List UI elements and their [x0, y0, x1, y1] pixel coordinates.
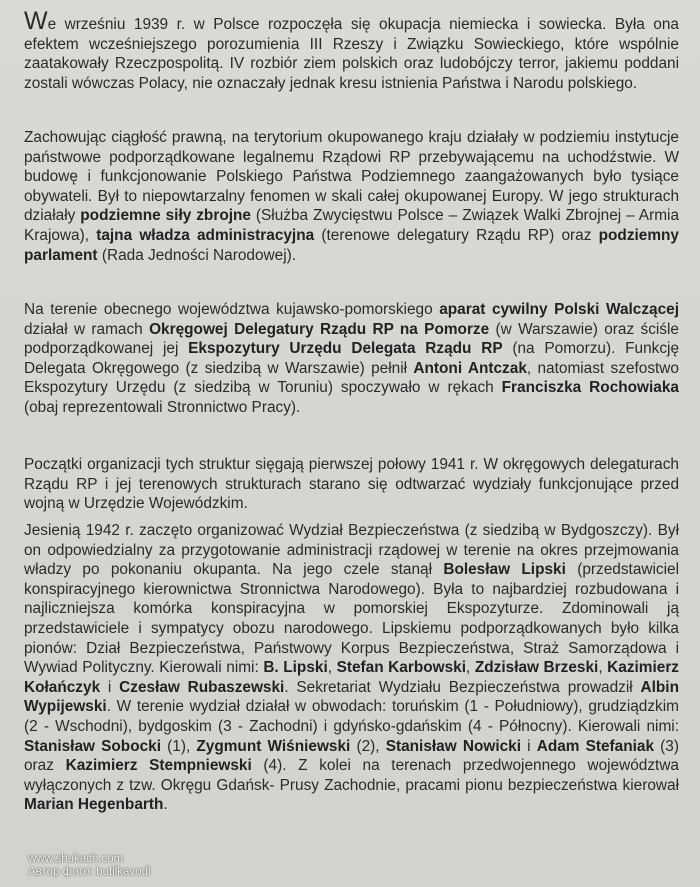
bold-run: podziemne siły zbrojne — [80, 207, 251, 225]
initial-letter: W — [24, 7, 48, 35]
watermark-site: www.shukach.com — [28, 853, 124, 865]
paragraph-occupation-1939 — [24, 7, 679, 93]
text-run: i — [521, 737, 537, 755]
bold-run: Zdzisław Brzeski — [474, 659, 599, 677]
text-run: . Sekretariat Wydziału Bezpieczeństwa prowadził — [284, 678, 641, 696]
bold-run: Zygmunt Wiśniewski — [196, 737, 351, 755]
paragraph-security-department — [24, 521, 679, 815]
text-run: (4). Z kolei na terenach przedwojennego województwa wyłączonych z tzw. Okręgu Gdańsk- Prusy Zachodnie, pracami pionu bezpieczeństwa kierował — [24, 757, 679, 794]
text-run: , — [598, 659, 608, 677]
bold-run: Albin Wypijewski — [24, 678, 679, 716]
text-run: (w Warszawie) oraz ściśle podporządkowanej jej — [24, 320, 679, 358]
bold-run: Bolesław Lipski — [443, 561, 566, 579]
bold-run: Stanisław Nowicki — [385, 737, 521, 755]
text-run: . W terenie wydział działał w obwodach: toruńskim (1 - Południowy), grudziądzkim (2 - Wschodni), bydgoskim (3 - Zachodni) i gdyńsko-gdańskim (4 - Północny). Kierowali nimi: — [24, 698, 679, 735]
text-run: , natomiast szefostwo Ekspozytury Urzędu (z siedzibą w Toruniu) spoczywało w rękach — [24, 359, 679, 397]
bold-run: B. Lipski — [263, 659, 328, 677]
paragraph-underground-state — [24, 128, 679, 265]
text-run: (1), — [161, 737, 197, 755]
bold-run: Okręgowej Delegatury Rządu RP na Pomorze — [149, 320, 490, 338]
text-run: (Rada Jedności Narodowej). — [97, 246, 297, 264]
bold-run: Kazimierz Stempniewski — [65, 757, 252, 775]
bold-run: Antoni Antczak — [413, 359, 527, 377]
bold-run: podziemny parlament — [24, 226, 679, 264]
text-run: Jesienią 1942 r. zaczęto organizować Wydział Bezpieczeństwa (z siedzibą w Bydgoszczy). Był on odpowiedzialny za przygotowanie administracji rządowej w terenie na okres przejmowania władzy po pokonaniu okupanta. Na jego czele stanął — [24, 522, 679, 579]
bold-run: Adam Stefaniak — [536, 737, 655, 755]
text-run: Zachowując ciągłość prawną, na terytorium okupowanego kraju działały w podziemiu instytucje państwowe podporządkowane legalnemu Rządowi RP przebywającemu na uchodźstwie. W budowę i funkcjonowanie Polskiego Państwa Podziemnego zaangażowanych było tysiące obywateli. Był to niepowtarzalny fenomen w skali całej okupowanej Europy. W jego strukturach działały — [24, 129, 679, 225]
text-run: . — [163, 796, 168, 814]
text-run: działał w ramach — [24, 320, 150, 338]
text-run: Początki organizacji tych struktur sięgają pierwszej połowy 1941 r. W okręgowych delegaturach Rządu RP i jej terenowych strukturach starano się odtwarzać wydziały funkcjonujące przed wojną w Urzędzie Wojewódzkim. — [24, 456, 679, 513]
bold-run: Stanisław Sobocki — [24, 737, 161, 755]
text-run: (na Pomorzu). Funkcję Delegata Okręgowego (z siedzibą w Warszawie) pełnił — [24, 340, 680, 377]
text-run: , — [466, 659, 475, 677]
bold-run: Kazimierz Kołańczyk — [24, 659, 680, 696]
bold-run: aparat cywilny Polski Walczącej — [439, 301, 680, 318]
bold-run: tajna władza administracyjna — [96, 226, 315, 244]
bold-run: Stefan Karbowski — [336, 659, 467, 677]
paragraph-civil-apparatus — [24, 300, 679, 418]
paragraph-origins-1941 — [24, 455, 679, 514]
text-run: (2), — [350, 737, 386, 755]
text-run: (terenowe delegatury Rządu RP) oraz — [314, 226, 599, 244]
text-run: (przedstawiciel konspiracyjnego kierownictwa Stronnictwa Narodowego). Była to najbardziej rozbudowana i najliczniejsza komórka konspiracyjna w pomorskiej Ekspozyturze. Zdominowali ją przedstawiciele i sympatycy obozu narodowego. Lipskiemu podporządkowanych było kilka pionów: Dział Bezpieczeństwa, Państwowy Korpus Bezpieczeństwa, Straż Samorządowa i Wywiad Polityczny. Kierowali nimi: — [24, 561, 680, 677]
text-run: (obaj reprezentowali Stronnictwo Pracy). — [24, 398, 301, 416]
bold-run: Franciszka Rochowiaka — [501, 379, 679, 397]
bold-run: Czesław Rubaszewski — [119, 678, 285, 696]
text-run: (3) oraz — [24, 737, 679, 775]
text-run: e wrześniu 1939 r. w Polsce rozpoczęła się okupacja niemiecka i sowiecka. Była ona efektem wcześniejszego porozumienia III Rzeszy i Związku Sowieckiego, które wspólnie zaatakowały Rzeczpospolitą. IV rozbiór ziem polskich oraz ludobójczy terror, jakiemu poddani zostali wówczas Polacy, nie oznaczały jednak kresu istnienia Państwa i Narodu polskiego. — [24, 16, 679, 92]
text-run: , — [327, 659, 337, 677]
text-run: Na terenie obecnego województwa kujawsko-pomorskiego — [24, 301, 440, 318]
text-run: i — [100, 678, 120, 696]
bold-run: Marian Hegenbarth — [24, 796, 164, 814]
watermark-author: Автор фото: butilkavodi — [28, 866, 151, 878]
photo-watermark — [28, 853, 151, 879]
text-run: (Służba Zwycięstwu Polsce – Związek Walki Zbrojnej – Armia Krajowa), — [24, 207, 679, 244]
bold-run: Ekspozytury Urzędu Delegata Rządu RP — [188, 340, 503, 358]
